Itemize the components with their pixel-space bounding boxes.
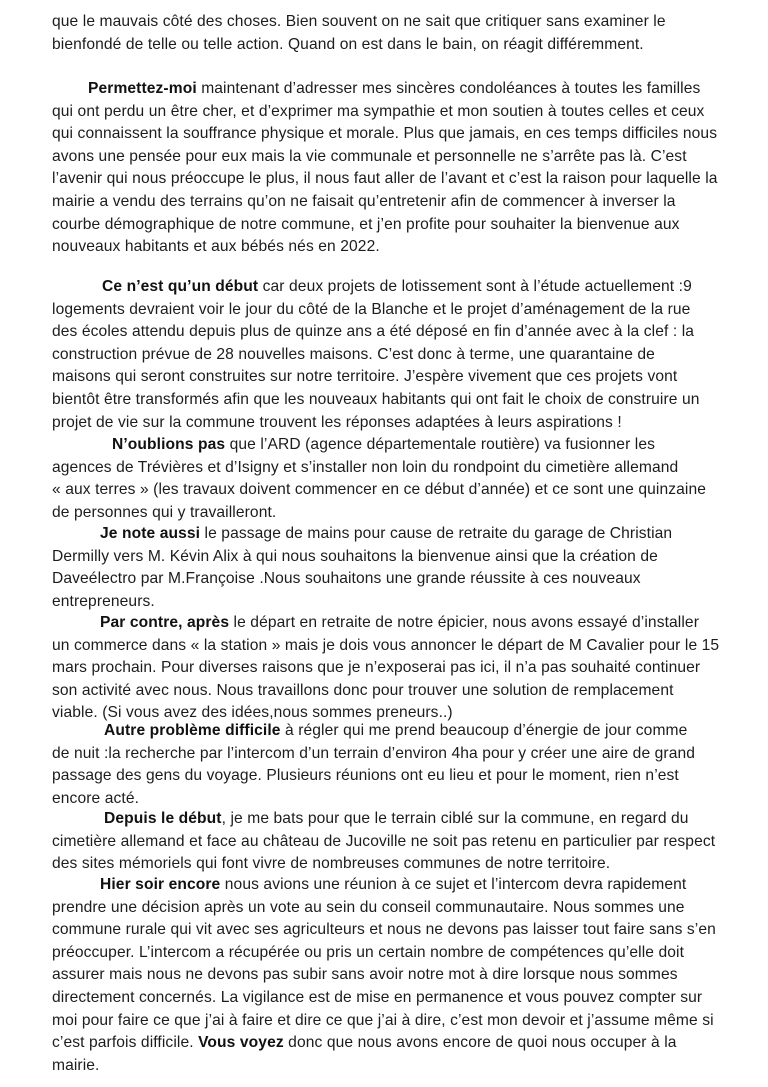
inline-emphasis: Vous voyez (198, 1034, 284, 1052)
paragraph-ard (52, 434, 742, 524)
text-line: directement concernés. La vigilance est de mise en permanence et vous pouvez compter sur (52, 988, 703, 1006)
text-line: courbe démographique de notre commune, et j’en profite pour souhaiter la bienvenue aux (52, 215, 680, 233)
text-line: maisons qui seront construites sur notre territoire. J’espère vivement que ces projets vont (52, 368, 678, 386)
text-line: « aux terres » (les travaux doivent commencer en ce début d’année) et ce sont une quinzaine (52, 481, 707, 499)
text-line: viable. (Si vous avez des idées,nous sommes preneurs..) (52, 704, 453, 722)
text-line (52, 1032, 742, 1055)
text-line: qui connaissent la souffrance physique et morale. Plus que jamais, en ces temps difficiles nous (52, 125, 718, 143)
text-line: Daveélectro par M.Françoise .Nous souhaitons une grande réussite à ces nouveaux (52, 570, 641, 588)
text-line (52, 276, 742, 299)
text-line: des écoles attendu depuis plus de quinze ans a été déposé en fin d’année avec à la clef : la (52, 323, 695, 341)
paragraph-other-problem (52, 720, 742, 810)
text-line: qui ont perdu un être cher, et d’exprimer ma sympathie et mon soutien à toutes celles et ceux (52, 102, 705, 120)
paragraph-lead: Autre problème difficile (104, 722, 281, 739)
paragraph-condolences (52, 78, 742, 259)
paragraph-grocery (52, 612, 742, 725)
paragraph-lead: Depuis le début (104, 810, 222, 827)
paragraph-lead: Par contre, après (100, 614, 230, 631)
paragraph-garage (52, 523, 742, 613)
text-line: nouveaux habitants et aux bébés nés en 2022. (52, 238, 380, 256)
text-line: Dermilly vers M. Kévin Alix à qui nous souhaitons la bienvenue ainsi que la création de (52, 547, 658, 565)
text-line: l’avenir qui nous préoccupe le plus, il nous faut aller de l’avant et c’est la raison pour laquelle la (52, 170, 718, 188)
text-line (52, 523, 742, 546)
text-line: bienfondé de telle ou telle action. Quand on est dans le bain, on réagit différemment. (52, 35, 644, 53)
paragraph-lead: N’oublions pas (112, 436, 226, 453)
text-line: des sites mémoriels qui font vivre de nombreuses communes de notre territoire. (52, 855, 611, 873)
text-line (52, 78, 742, 101)
text-line: passage des gens du voyage. Plusieurs réunions ont eu lieu et pour le moment, rien n’est (52, 767, 679, 785)
text-line: bientôt être transformés afin que les nouveaux habitants qui ont fait le choix de construire un (52, 390, 700, 408)
text-line: encore acté. (52, 789, 140, 807)
paragraph-intro-continuation (52, 11, 742, 56)
paragraph-lead: Ce n’est qu’un début (102, 278, 259, 295)
paragraph-lead: Hier soir encore (100, 876, 221, 893)
text-line: mairie. (52, 1056, 100, 1074)
text-line (52, 808, 742, 831)
text-line: logements devraient voir le jour du côté de la Blanche et le projet d’aménagement de la rue (52, 300, 691, 318)
text-line: avons une pensée pour eux mais la vie communale et personnelle ne s’arrête pas là. C’est (52, 147, 687, 165)
text-line: construction prévue de 28 nouvelles maisons. C’est donc à terme, une quarantaine de (52, 345, 655, 363)
text-run: c’est parfois difficile. (52, 1034, 199, 1052)
text-run: nous avions une réunion à ce sujet et l’intercom devra rapidement (220, 876, 687, 893)
text-line (52, 434, 742, 457)
text-run: à régler qui me prend beaucoup d’énergie de jour comme (280, 722, 688, 739)
paragraph-lead: Permettez-moi (88, 80, 197, 97)
paragraph-lead: Je note aussi (100, 525, 201, 542)
text-line: mairie a vendu des terrains qu’on ne faisait qu’entretenir afin de commencer à inverser la (52, 192, 676, 210)
text-line (52, 874, 742, 897)
text-run: , je me bats pour que le terrain ciblé sur la commune, en regard du (221, 810, 689, 827)
text-run: maintenant d’adresser mes sincères condoléances à toutes les familles (196, 80, 701, 97)
text-line: agences de Trévières et d’Isigny et s’installer non loin du rondpoint du cimetière allemand (52, 458, 679, 476)
text-line: préoccuper. L’intercom a récupérée ou pris un certain nombre de compétences qu’elle doit (52, 943, 685, 961)
text-line (52, 720, 742, 743)
text-line: commune rurale qui vit avec ses agriculteurs et nous ne devons pas laisser tout faire sans s’en (52, 921, 716, 939)
text-line: assurer mais nous ne devons pas subir sans avoir notre mot à dire lorsque nous sommes (52, 966, 678, 984)
text-line: projet de vie sur la commune trouvent les réponses adaptées à leurs aspirations ! (52, 413, 622, 431)
paragraph-last-night (52, 874, 742, 1077)
text-line (52, 612, 742, 635)
text-line: que le mauvais côté des choses. Bien souvent on ne sait que critiquer sans examiner le (52, 13, 666, 30)
text-line: prendre une décision après un vote au sein du conseil communautaire. Nous sommes une (52, 898, 685, 916)
paragraph-housing-projects (52, 276, 742, 434)
text-line: cimetière allemand et face au château de Jucoville ne soit pas retenu en particulier par respect (52, 832, 716, 850)
paragraph-since-beginning (52, 808, 742, 876)
text-line: de personnes qui y travailleront. (52, 503, 277, 521)
text-line: un commerce dans « la station » mais je dois vous annoncer le départ de M Cavalier pour le 15 (52, 636, 720, 654)
text-run: donc que nous avons encore de quoi nous occuper à la (283, 1034, 677, 1052)
text-run: car deux projets de lotissement sont à l’étude actuellement :9 (258, 278, 692, 295)
text-line: entrepreneurs. (52, 592, 155, 610)
text-line: mars prochain. Pour diverses raisons que je n’exposerai pas ici, il n’a pas souhaité continuer (52, 659, 701, 677)
text-run: le départ en retraite de notre épicier, nous avons essayé d’installer (229, 614, 699, 631)
text-line: de nuit :la recherche par l’intercom d’un terrain d’environ 4ha pour y créer une aire de grand (52, 744, 696, 762)
text-line: son activité avec nous. Nous travaillons donc pour trouver une solution de remplacement (52, 681, 674, 699)
text-line: moi pour faire ce que j’ai à faire et dire ce que j’ai à dire, c’est mon devoir et j’assume même si (52, 1011, 714, 1029)
text-run: le passage de mains pour cause de retraite du garage de Christian (200, 525, 673, 542)
text-run: que l’ARD (agence départementale routière) va fusionner les (225, 436, 656, 453)
